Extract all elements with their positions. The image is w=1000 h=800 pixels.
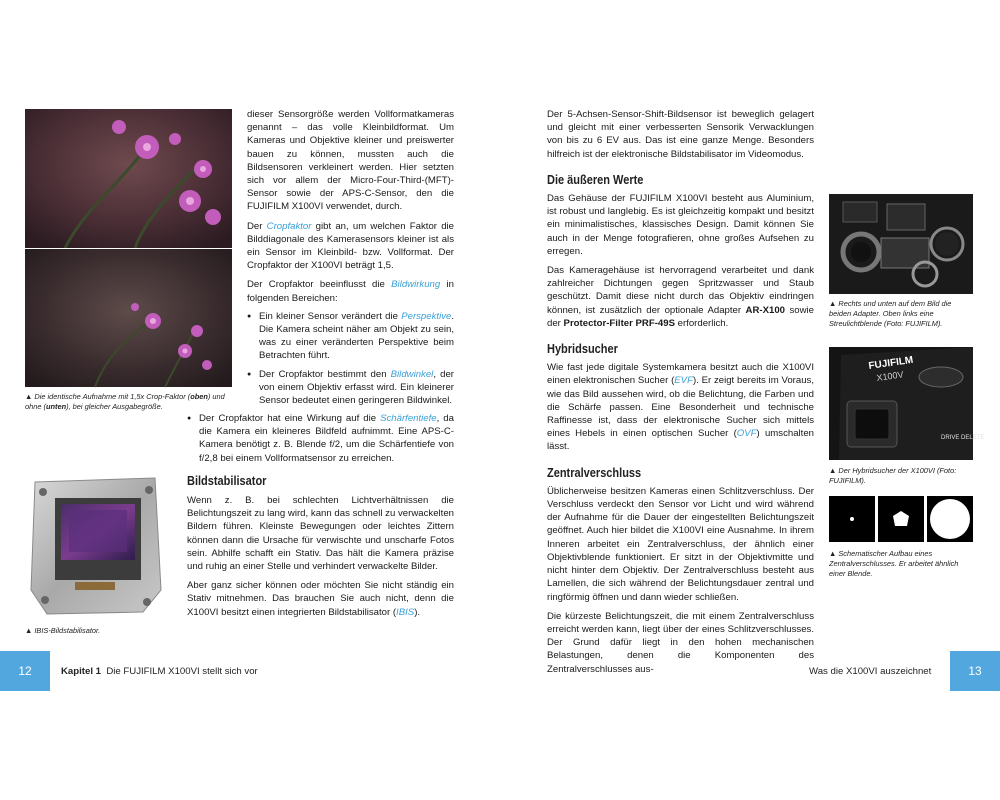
paragraph-gehaeuse: Das Gehäuse der FUJIFILM X100VI besteht aus Aluminium, ist robust und langlebig. Es ist gleichzeitig kompakt und besitzt ein minimalistisches, klassisches Design. Damit können Sie auch in der Menge fotografieren, ohne großes Aufsehen zu erregen. [547, 193, 814, 257]
paragraph-hybridsucher: Wie fast jede digitale Systemkamera besitzt auch die X100VI einen elektronischen Sucher (EVF). Er zeigt bereits im Voraus, wie das Bild aussehen wird, ob die Belichtung, die Farben und die Schärfe passen. Eine Besonderheit und technische Raffinesse ist, dass der elektronische Sucher sich mittels eines Hebels in einen optischen Sucher (OVF) umschalten lässt. [547, 362, 814, 453]
keyword-ovf: OVF [736, 428, 757, 440]
hybrid-viewfinder-photo [829, 347, 985, 460]
flower-photo-crop [25, 109, 232, 248]
schema-caption: ▲ Schematischer Aufbau eines Zentralverschlusses. Er arbeitet ähnlich einer Blende. [829, 549, 959, 578]
keyword-cropfaktor: Cropfaktor [266, 220, 312, 232]
camera-button-label: DRIVE DELETE [941, 435, 985, 441]
keyword-bildwinkel: Bildwinkel [390, 368, 434, 380]
camera-brand-label: FUJIFILM [867, 354, 914, 372]
bildstabilisator-text [187, 494, 454, 619]
bullet-icon: ● [247, 370, 252, 378]
paragraph-sensor-shift: Der 5-Achsen-Sensor-Shift-Bildsensor ist beweglich gelagert und gleicht mit einer verbesserten Sensorik Verwacklungen von bis zu 6 EV aus. Das ist eine ganze Menge. Besonders hilfreich ist der elektronische Bildstabilisator im Videomodus. [547, 109, 814, 160]
adapter-caption: ▲ Rechts und unten auf dem Bild die beiden Adapter. Oben links eine Streulichtblende (Foto: FUJIFILM). [829, 299, 952, 328]
paragraph-vollformat: dieser Sensorgröße werden Vollformatkameras genannt – das volle Kleinbildformat. Um Kameras und Objektive kleiner und preiswerter bauen zu können, mussten auch die Bildsensoren verkleinert werden. Hier setzten sich vor allem der Micro-Four-Third-(MFT)-Sensor sowie der APS-C-Sensor, den die FUJIFILM X100VI verwendet, durch. [247, 109, 454, 213]
bullet-icon: ● [187, 415, 192, 422]
page-number-right: 13 [950, 651, 1000, 691]
flower-photo-full [25, 249, 232, 387]
paragraph-kameragehaeuse: Das Kameragehäuse ist hervorragend verarbeitet und dank zahlreicher Dichtungen gegen Spritzwasser und Staub geschützt. Damit diese nicht durch das Objektiv eindringen können, ist zusätzlich der optionale Adapter AR-X100 sowie der Protector-Filter PRF-49S erforderlich. [547, 265, 814, 329]
footer-left [61, 666, 258, 677]
keyword-evf: EVF [674, 375, 693, 387]
list-item-bildwinkel: ● Der Cropfaktor bestimmt den Bildwinkel, der von einem Objektiv erfasst wird. Ein kleinerer Sensor bedeutet einen geringeren Bildwinkel. [247, 368, 454, 407]
adapter-photo [829, 194, 973, 294]
footer-right: Was die X100VI auszeichnet [809, 666, 932, 677]
list-item-perspektive: ● Ein kleiner Sensor verändert die Perspektive. Die Kamera scheint näher am Objekt zu sein, was zu einer veränderten Perspektive beim Betrachten führt. [247, 310, 454, 362]
ibis-sensor-photo [25, 470, 165, 620]
paragraph-ibis: Aber ganz sicher können oder möchten Sie nicht ständig ein Stativ mitnehmen. Das brauchen Sie auch nicht, denn die X100VI besitzt einen integrierten Bildstabilisator (IBIS). [187, 580, 454, 618]
bullet-icon: ● [247, 312, 252, 320]
heading-bildstabilisator: Bildstabilisator [187, 474, 267, 488]
heading-hybridsucher: Hybridsucher [547, 342, 618, 357]
flowers-caption: ▲ Die identische Aufnahme mit 1,5x Crop-Faktor (oben) und ohne (unten), bei gleicher Ausgabegröße. [25, 392, 225, 411]
footer-chapter-title: Die FUJIFILM X100VI stellt sich vor [106, 666, 258, 677]
hybrid-caption: ▲ Der Hybridsucher der X100VI (Foto: FUJIFILM). [829, 466, 957, 485]
heading-zentralverschluss: Zentralverschluss [547, 465, 642, 480]
product-filter: Protector-Filter PRF-49S [563, 317, 675, 329]
cropfaktor-text [247, 108, 454, 407]
product-adapter: AR-X100 [745, 304, 785, 316]
keyword-schaerfentiefe: Schärfentiefe [380, 413, 437, 424]
shutter-schematic [829, 496, 973, 542]
paragraph-cropfaktor: Der Cropfaktor gibt an, um welchen Faktor die Bilddiagonale des Kamerasensors kleiner ist als ein Sensor im Kleinbild- bzw. Vollformat. Der Cropfaktor der X100VI beträgt 1,5. [247, 220, 454, 272]
keyword-ibis: IBIS [396, 606, 415, 618]
paragraph-bildwirkung: Der Cropfaktor beeinflusst die Bildwirkung in folgenden Bereichen: [247, 279, 454, 304]
paragraph-schlitzverschluss: Üblicherweise besitzen Kameras einen Schlitzverschluss. Der Verschluss verdeckt den Sensor vor Licht und wird während der Aufnahme für die Dauer der eingestellten Belichtungszeit geöffnet. Auch hier bildet die X100VI eine Ausnahme. In ihrem Inneren arbeitet ein Zentralverschluss, der ähnlich einer Objektivblende funktioniert. Er sitzt in der Objektivmitte und nicht hinter dem Objektiv. Der Zentralverschluss besteht aus Lamellen, die sich während der Belichtungsdauer zentral und ringförmig öffnen und dann wieder schließen. [547, 485, 814, 603]
paragraph-belichtung: Wenn z. B. bei schlechten Lichtverhältnissen die Belichtungszeit zu lang wird, kann das schnell zu verwackelten Bildern führen. Kleinste Bewegungen oder leichtes Zittern können dann die Ursache für verwischte und unscharfe Fotos sein. Abhilfe schafft ein Stativ. Das hält die Kamera präzise und ruhig an einer Stelle und verhindert verwackelte Bilder. [187, 495, 454, 573]
keyword-perspektive: Perspektive [401, 310, 452, 322]
paragraph-belichtungszeit: Die kürzeste Belichtungszeit, die mit einem Zentralverschluss erreicht werden kann, liegt über der eines Schlitzverschlusses. Der Grund dafür liegt in den hohen mechanischen Belastungen, denen die Komponenten des Zentralverschlusses aus- [547, 610, 814, 675]
page-number-left: 12 [0, 651, 50, 691]
right-column-text [547, 108, 814, 676]
keyword-bildwirkung: Bildwirkung [391, 279, 441, 291]
camera-model-label: X100V [875, 369, 905, 383]
list-item-schaerfentiefe: ● Der Cropfaktor hat eine Wirkung auf die Schärfentiefe, da die Kamera ein kleineres Bildfeld aufnimmt. Eine APS-C-Kamera benötigt z. B. Blende f/2, um die Schärfentiefe von f/2,8 bei einem Vollformatsensor zu erreichen. [187, 413, 454, 464]
footer-chapter: Kapitel 1 [61, 666, 101, 677]
ibis-caption: ▲ IBIS-Bildstabilisator. [25, 626, 101, 635]
heading-aeussere-werte: Die äußeren Werte [547, 172, 644, 187]
